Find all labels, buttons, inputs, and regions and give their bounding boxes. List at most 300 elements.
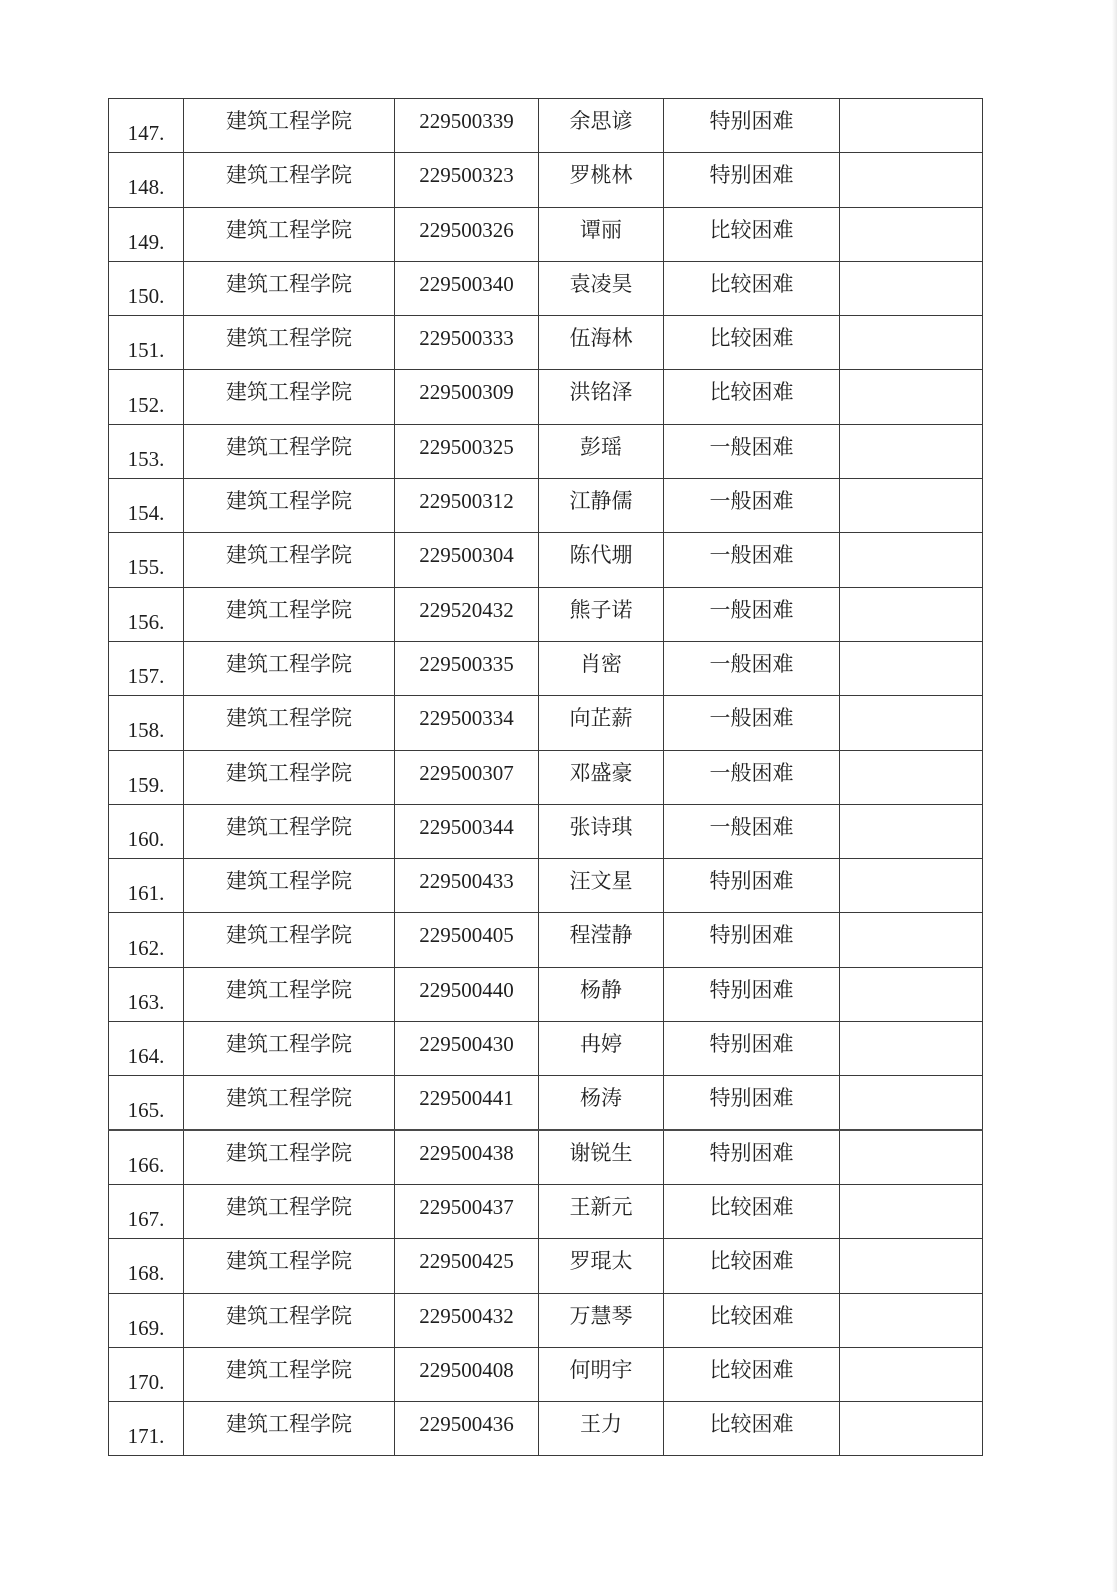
row-number-cell (109, 967, 184, 1021)
note-cell (840, 533, 983, 587)
student-id-cell (395, 99, 539, 153)
student-name: 肖密 (580, 651, 622, 676)
student-name: 邓盛豪 (569, 760, 633, 785)
college-name: 建筑工程学院 (226, 163, 352, 188)
student-name: 冉婷 (580, 1032, 622, 1057)
row-number: 160. (127, 826, 165, 851)
difficulty-status: 一般困难 (709, 597, 794, 622)
row-number: 161. (127, 881, 165, 906)
college-cell (184, 370, 395, 424)
student-name: 王新元 (569, 1194, 633, 1219)
difficulty-status: 特别困难 (709, 163, 794, 188)
name-cell (539, 261, 664, 315)
name-cell (539, 153, 664, 207)
student-name: 陈代堋 (569, 543, 633, 568)
student-id: 229500436 (419, 1412, 514, 1437)
student-id-cell (395, 913, 539, 967)
row-number: 148. (127, 175, 165, 200)
college-name: 建筑工程学院 (226, 380, 352, 405)
table-row (109, 1130, 983, 1184)
student-id: 229500340 (419, 271, 514, 296)
status-cell (664, 1347, 840, 1401)
table-row (109, 804, 983, 858)
college-name: 建筑工程学院 (226, 869, 352, 894)
difficulty-status: 比较困难 (709, 326, 794, 351)
table-row (109, 967, 983, 1021)
student-id-cell (395, 261, 539, 315)
row-number-cell (109, 1347, 184, 1401)
row-number: 166. (127, 1152, 165, 1177)
table-row (109, 859, 983, 913)
table-row (109, 1076, 983, 1130)
name-cell (539, 316, 664, 370)
student-name: 罗琨太 (569, 1249, 633, 1274)
student-name: 杨静 (580, 977, 622, 1002)
table-row (109, 207, 983, 261)
table-row (109, 370, 983, 424)
name-cell (539, 1184, 664, 1238)
college-name: 建筑工程学院 (226, 1357, 352, 1382)
table-row (109, 1022, 983, 1076)
difficulty-status: 特别困难 (709, 1032, 794, 1057)
note-cell (840, 1130, 983, 1184)
college-name: 建筑工程学院 (226, 1032, 352, 1057)
table-row (109, 153, 983, 207)
row-number-cell (109, 370, 184, 424)
row-number-cell (109, 99, 184, 153)
status-cell (664, 370, 840, 424)
name-cell (539, 859, 664, 913)
note-cell (840, 913, 983, 967)
row-number: 147. (127, 121, 165, 146)
table-row (109, 696, 983, 750)
row-number-cell (109, 1293, 184, 1347)
college-name: 建筑工程学院 (226, 1194, 352, 1219)
row-number-cell (109, 641, 184, 695)
row-number-cell (109, 587, 184, 641)
note-cell (840, 750, 983, 804)
table-row (109, 1293, 983, 1347)
status-cell (664, 859, 840, 913)
college-name: 建筑工程学院 (226, 543, 352, 568)
table-row (109, 750, 983, 804)
note-cell (840, 424, 983, 478)
name-cell (539, 99, 664, 153)
row-number: 152. (127, 392, 165, 417)
college-cell (184, 587, 395, 641)
college-name: 建筑工程学院 (226, 706, 352, 731)
row-number-cell (109, 479, 184, 533)
row-number-cell (109, 316, 184, 370)
name-cell (539, 1130, 664, 1184)
student-id: 229500433 (419, 869, 514, 894)
student-id-cell (395, 1402, 539, 1456)
note-cell (840, 370, 983, 424)
name-cell (539, 370, 664, 424)
status-cell (664, 533, 840, 587)
table-row (109, 1239, 983, 1293)
name-cell (539, 479, 664, 533)
student-id-cell (395, 859, 539, 913)
student-id: 229500333 (419, 326, 514, 351)
name-cell (539, 1347, 664, 1401)
row-number-cell (109, 804, 184, 858)
college-cell (184, 750, 395, 804)
college-name: 建筑工程学院 (226, 434, 352, 459)
college-cell (184, 804, 395, 858)
note-cell (840, 1239, 983, 1293)
college-name: 建筑工程学院 (226, 923, 352, 948)
table-row (109, 99, 983, 153)
name-cell (539, 1293, 664, 1347)
student-id-cell (395, 1293, 539, 1347)
student-id: 229500334 (419, 706, 514, 731)
college-cell (184, 1347, 395, 1401)
row-number-cell (109, 750, 184, 804)
difficulty-status: 一般困难 (709, 651, 794, 676)
name-cell (539, 1022, 664, 1076)
student-id: 229500425 (419, 1249, 514, 1274)
status-cell (664, 1076, 840, 1130)
student-id: 229500339 (419, 109, 514, 133)
row-number: 158. (127, 718, 165, 743)
table-row (109, 533, 983, 587)
college-cell (184, 479, 395, 533)
college-cell (184, 1184, 395, 1238)
difficulty-status: 一般困难 (709, 760, 794, 785)
status-cell (664, 153, 840, 207)
college-cell (184, 696, 395, 750)
student-id: 229500326 (419, 217, 514, 242)
note-cell (840, 587, 983, 641)
student-id-cell (395, 533, 539, 587)
status-cell (664, 1293, 840, 1347)
difficulty-status: 一般困难 (709, 489, 794, 514)
status-cell (664, 316, 840, 370)
status-cell (664, 479, 840, 533)
student-name: 张诗琪 (569, 814, 633, 839)
status-cell (664, 587, 840, 641)
college-cell (184, 99, 395, 153)
row-number: 153. (127, 446, 165, 471)
table-row (109, 424, 983, 478)
row-number: 163. (127, 989, 165, 1014)
name-cell (539, 967, 664, 1021)
student-id: 229500408 (419, 1357, 514, 1382)
student-id: 229500307 (419, 760, 514, 785)
student-id: 229500438 (419, 1141, 514, 1166)
college-cell (184, 1022, 395, 1076)
name-cell (539, 424, 664, 478)
row-number-cell (109, 859, 184, 913)
difficulty-status: 比较困难 (709, 1412, 794, 1437)
note-cell (840, 859, 983, 913)
status-cell (664, 696, 840, 750)
student-name: 汪文星 (569, 869, 633, 894)
college-cell (184, 316, 395, 370)
student-id-cell (395, 967, 539, 1021)
status-cell (664, 1184, 840, 1238)
college-name: 建筑工程学院 (226, 1412, 352, 1437)
student-name: 罗桃林 (569, 163, 633, 188)
difficulty-status: 特别困难 (709, 109, 794, 133)
row-number-cell (109, 207, 184, 261)
status-cell (664, 207, 840, 261)
status-cell (664, 99, 840, 153)
row-number-cell (109, 1076, 184, 1130)
row-number: 164. (127, 1044, 165, 1069)
college-name: 建筑工程学院 (226, 1141, 352, 1166)
name-cell (539, 1402, 664, 1456)
row-number-cell (109, 424, 184, 478)
note-cell (840, 1293, 983, 1347)
college-cell (184, 1402, 395, 1456)
scan-edge (1112, 0, 1117, 1592)
difficulty-status: 特别困难 (709, 1141, 794, 1166)
row-number: 157. (127, 664, 165, 689)
difficulty-status: 比较困难 (709, 271, 794, 296)
table-row (109, 316, 983, 370)
row-number-cell (109, 1184, 184, 1238)
status-cell (664, 1022, 840, 1076)
table-row (109, 587, 983, 641)
row-number-cell (109, 153, 184, 207)
row-number: 150. (127, 283, 165, 308)
table-body (109, 99, 983, 1456)
row-number: 159. (127, 772, 165, 797)
row-number-cell (109, 1130, 184, 1184)
table-row (109, 479, 983, 533)
college-name: 建筑工程学院 (226, 597, 352, 622)
status-cell (664, 913, 840, 967)
table-row (109, 641, 983, 695)
student-id: 229500432 (419, 1303, 514, 1328)
college-cell (184, 261, 395, 315)
student-id-cell (395, 207, 539, 261)
difficulty-status: 一般困难 (709, 434, 794, 459)
student-name: 熊子诺 (569, 597, 633, 622)
student-id-cell (395, 479, 539, 533)
difficulty-status: 特别困难 (709, 869, 794, 894)
row-number: 149. (127, 229, 165, 254)
difficulty-status: 比较困难 (709, 1303, 794, 1328)
college-name: 建筑工程学院 (226, 651, 352, 676)
name-cell (539, 913, 664, 967)
student-id-cell (395, 641, 539, 695)
row-number: 167. (127, 1206, 165, 1231)
college-name: 建筑工程学院 (226, 109, 352, 133)
note-cell (840, 261, 983, 315)
student-id: 229500312 (419, 489, 514, 514)
difficulty-status: 比较困难 (709, 380, 794, 405)
difficulty-status: 特别困难 (709, 1086, 794, 1111)
name-cell (539, 804, 664, 858)
row-number: 171. (127, 1424, 165, 1449)
table-row (109, 1184, 983, 1238)
name-cell (539, 641, 664, 695)
college-cell (184, 641, 395, 695)
college-name: 建筑工程学院 (226, 1086, 352, 1111)
row-number-cell (109, 261, 184, 315)
name-cell (539, 587, 664, 641)
college-name: 建筑工程学院 (226, 271, 352, 296)
student-name: 向芷薪 (569, 706, 633, 731)
college-cell (184, 533, 395, 587)
row-number: 169. (127, 1315, 165, 1340)
note-cell (840, 153, 983, 207)
difficulty-status: 一般困难 (709, 706, 794, 731)
college-cell (184, 153, 395, 207)
student-name: 杨涛 (580, 1086, 622, 1111)
row-number: 156. (127, 609, 165, 634)
row-number-cell (109, 1022, 184, 1076)
note-cell (840, 479, 983, 533)
student-id-cell (395, 1022, 539, 1076)
college-cell (184, 1130, 395, 1184)
name-cell (539, 207, 664, 261)
row-number-cell (109, 533, 184, 587)
student-name: 何明宇 (569, 1357, 633, 1382)
student-id: 229500344 (419, 814, 514, 839)
college-cell (184, 424, 395, 478)
student-id: 229500440 (419, 977, 514, 1002)
college-cell (184, 859, 395, 913)
college-cell (184, 913, 395, 967)
note-cell (840, 1184, 983, 1238)
student-id: 229500437 (419, 1194, 514, 1219)
row-number: 168. (127, 1261, 165, 1286)
student-name: 万慧琴 (569, 1303, 633, 1328)
student-aid-table (108, 98, 983, 1456)
row-number-cell (109, 1239, 184, 1293)
note-cell (840, 696, 983, 750)
student-name: 谭丽 (580, 217, 622, 242)
note-cell (840, 99, 983, 153)
name-cell (539, 1239, 664, 1293)
row-number-cell (109, 696, 184, 750)
row-number-cell (109, 913, 184, 967)
student-name: 程滢静 (569, 923, 633, 948)
student-name: 江静儒 (569, 489, 633, 514)
note-cell (840, 804, 983, 858)
table-row (109, 261, 983, 315)
difficulty-status: 比较困难 (709, 1249, 794, 1274)
note-cell (840, 967, 983, 1021)
row-number: 170. (127, 1369, 165, 1394)
college-name: 建筑工程学院 (226, 760, 352, 785)
row-number: 165. (127, 1097, 165, 1122)
college-name: 建筑工程学院 (226, 814, 352, 839)
table-row (109, 1347, 983, 1401)
note-cell (840, 316, 983, 370)
college-cell (184, 207, 395, 261)
college-name: 建筑工程学院 (226, 326, 352, 351)
difficulty-status: 比较困难 (709, 217, 794, 242)
status-cell (664, 1239, 840, 1293)
student-id-cell (395, 424, 539, 478)
student-id: 229500405 (419, 923, 514, 948)
row-number: 151. (127, 338, 165, 363)
row-number: 162. (127, 935, 165, 960)
student-id: 229500325 (419, 434, 514, 459)
status-cell (664, 641, 840, 695)
name-cell (539, 1076, 664, 1130)
row-number: 155. (127, 555, 165, 580)
note-cell (840, 1347, 983, 1401)
note-cell (840, 207, 983, 261)
student-name: 伍海林 (569, 326, 633, 351)
difficulty-status: 一般困难 (709, 543, 794, 568)
student-id-cell (395, 1239, 539, 1293)
difficulty-status: 比较困难 (709, 1357, 794, 1382)
note-cell (840, 1022, 983, 1076)
student-id-cell (395, 696, 539, 750)
college-name: 建筑工程学院 (226, 977, 352, 1002)
student-id-cell (395, 750, 539, 804)
student-id-cell (395, 804, 539, 858)
row-number-cell (109, 1402, 184, 1456)
college-name: 建筑工程学院 (226, 217, 352, 242)
student-id: 229500309 (419, 380, 514, 405)
status-cell (664, 967, 840, 1021)
status-cell (664, 261, 840, 315)
note-cell (840, 1402, 983, 1456)
student-name: 袁凌昊 (569, 271, 633, 296)
name-cell (539, 750, 664, 804)
student-id-cell (395, 1076, 539, 1130)
college-cell (184, 1076, 395, 1130)
student-id-cell (395, 153, 539, 207)
student-name: 洪铭泽 (569, 380, 633, 405)
name-cell (539, 533, 664, 587)
student-name: 王力 (580, 1412, 622, 1437)
status-cell (664, 750, 840, 804)
student-id-cell (395, 587, 539, 641)
table-row (109, 913, 983, 967)
college-cell (184, 967, 395, 1021)
note-cell (840, 641, 983, 695)
student-id-cell (395, 1347, 539, 1401)
note-cell (840, 1076, 983, 1130)
college-name: 建筑工程学院 (226, 1249, 352, 1274)
student-id-cell (395, 316, 539, 370)
college-cell (184, 1293, 395, 1347)
college-cell (184, 1239, 395, 1293)
student-id-cell (395, 1184, 539, 1238)
status-cell (664, 1130, 840, 1184)
row-number: 154. (127, 501, 165, 526)
status-cell (664, 424, 840, 478)
difficulty-status: 特别困难 (709, 923, 794, 948)
difficulty-status: 一般困难 (709, 814, 794, 839)
college-name: 建筑工程学院 (226, 1303, 352, 1328)
student-id: 229520432 (419, 597, 514, 622)
student-id-cell (395, 370, 539, 424)
table-row (109, 1402, 983, 1456)
student-name: 余思谚 (569, 109, 633, 133)
student-id: 229500441 (419, 1086, 514, 1111)
status-cell (664, 804, 840, 858)
status-cell (664, 1402, 840, 1456)
student-id: 229500335 (419, 651, 514, 676)
difficulty-status: 特别困难 (709, 977, 794, 1002)
difficulty-status: 比较困难 (709, 1194, 794, 1219)
student-name: 彭瑶 (580, 434, 622, 459)
student-id: 229500323 (419, 163, 514, 188)
student-id: 229500304 (419, 543, 514, 568)
college-name: 建筑工程学院 (226, 489, 352, 514)
student-id: 229500430 (419, 1032, 514, 1057)
